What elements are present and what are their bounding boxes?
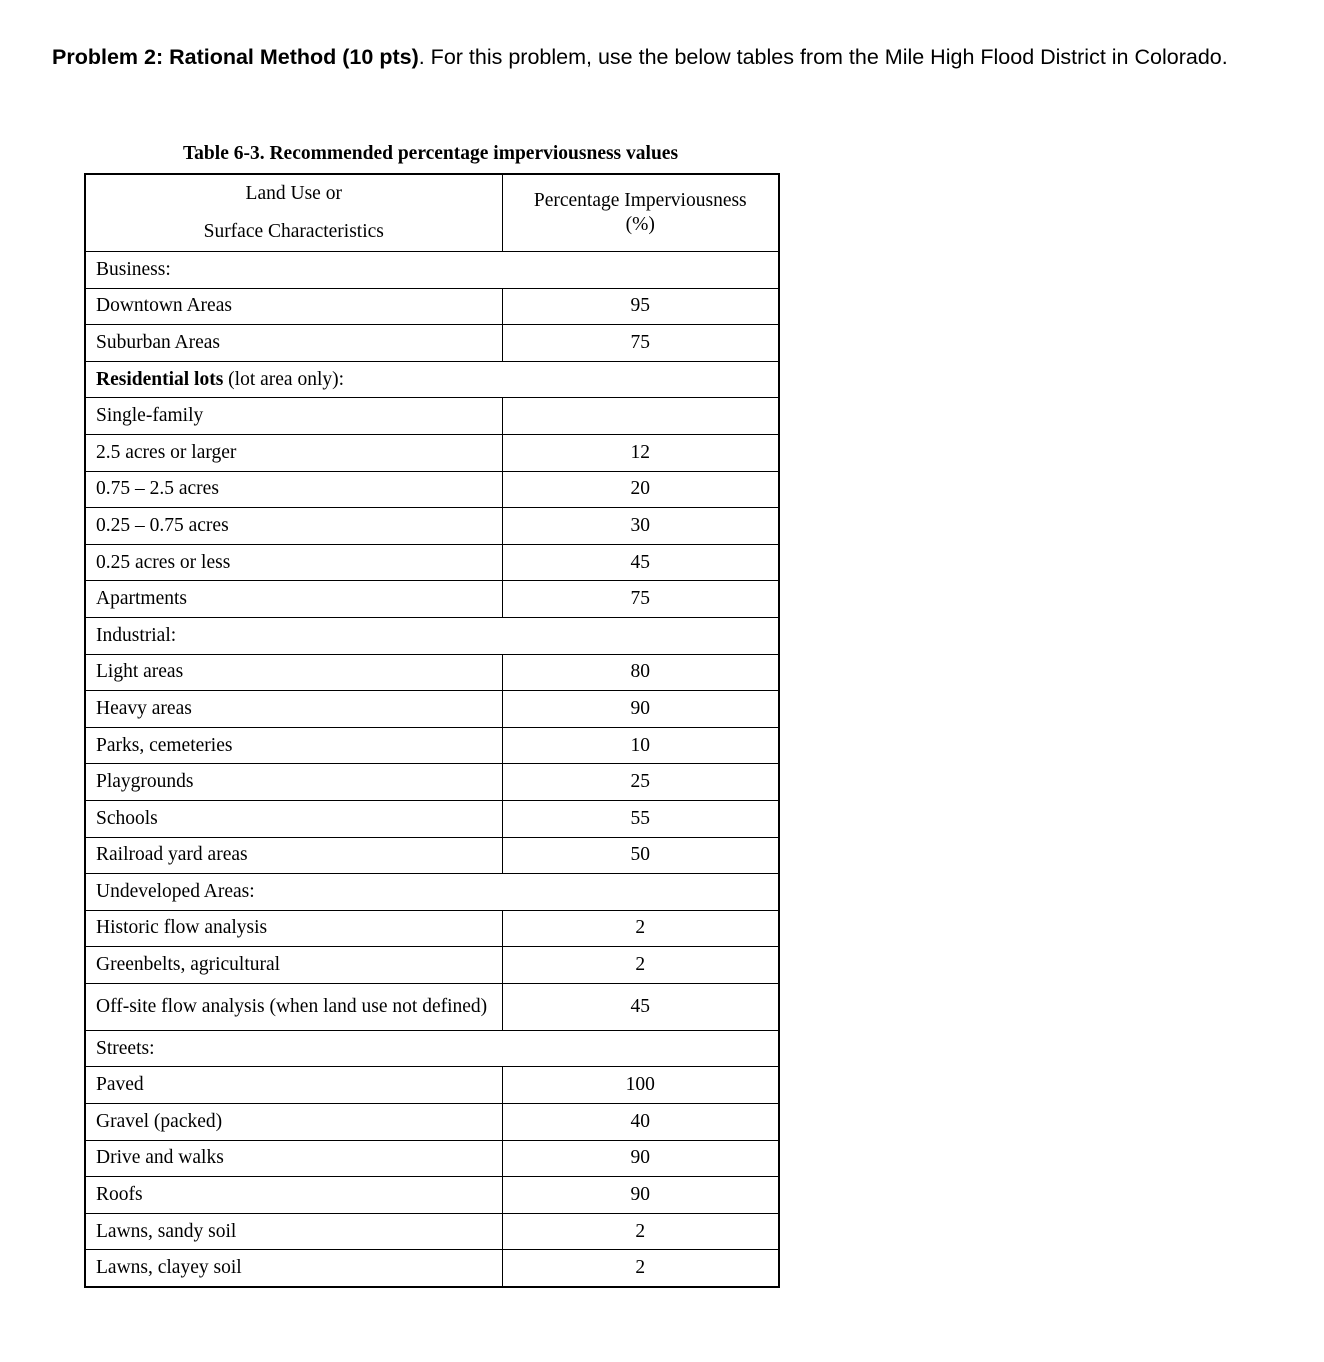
table-row <box>85 764 779 801</box>
table-row <box>85 1213 779 1250</box>
table-row <box>85 910 779 947</box>
table-row <box>85 654 779 691</box>
table-row <box>85 581 779 618</box>
imperviousness-cell: 2 <box>502 947 779 984</box>
table-row-undeveloped <box>85 874 779 911</box>
problem-heading: Problem 2: Rational Method (10 pts) <box>52 45 419 69</box>
category-label: Business: <box>85 252 779 289</box>
table-row <box>85 471 779 508</box>
imperviousness-cell: 45 <box>502 544 779 581</box>
header-land-use-line1: Land Use or <box>245 183 342 204</box>
land-use-cell: 2.5 acres or larger <box>85 434 502 471</box>
land-use-cell: Parks, cemeteries <box>85 727 502 764</box>
table-row <box>85 727 779 764</box>
imperviousness-cell: 100 <box>502 1067 779 1104</box>
table-row <box>85 325 779 362</box>
land-use-cell: 0.25 acres or less <box>85 544 502 581</box>
imperviousness-cell: 30 <box>502 508 779 545</box>
land-use-cell: Off-site flow analysis (when land use not defined) <box>85 983 502 1030</box>
table-row <box>85 1104 779 1141</box>
land-use-cell: 0.75 – 2.5 acres <box>85 471 502 508</box>
table-row-streets <box>85 1030 779 1067</box>
imperviousness-cell: 90 <box>502 1140 779 1177</box>
category-label: Streets: <box>85 1030 779 1067</box>
imperviousness-cell: 2 <box>502 910 779 947</box>
category-label-suffix: (lot area only): <box>223 368 345 390</box>
imperviousness-cell: 20 <box>502 471 779 508</box>
imperviousness-cell: 90 <box>502 691 779 728</box>
land-use-cell: Heavy areas <box>85 691 502 728</box>
category-label: Undeveloped Areas: <box>85 874 779 911</box>
problem-text: . For this problem, use the below tables from the Mile High Flood District in Colorado. <box>418 45 1228 69</box>
imperviousness-cell: 75 <box>502 581 779 618</box>
table-row <box>85 1177 779 1214</box>
table-row <box>85 947 779 984</box>
land-use-cell: Lawns, clayey soil <box>85 1250 502 1287</box>
land-use-cell: Playgrounds <box>85 764 502 801</box>
land-use-cell: Schools <box>85 800 502 837</box>
table-row <box>85 837 779 874</box>
category-label-bold: Residential lots <box>96 368 224 390</box>
land-use-cell: Drive and walks <box>85 1140 502 1177</box>
table-row <box>85 508 779 545</box>
table-row <box>85 1250 779 1287</box>
imperviousness-cell <box>502 398 779 435</box>
imperviousness-cell: 2 <box>502 1213 779 1250</box>
table-row <box>85 691 779 728</box>
imperviousness-cell: 2 <box>502 1250 779 1287</box>
category-label <box>85 361 779 398</box>
imperviousness-cell: 45 <box>502 983 779 1030</box>
table-row <box>85 800 779 837</box>
land-use-cell: Apartments <box>85 581 502 618</box>
table-row <box>85 1140 779 1177</box>
table-row <box>85 398 779 435</box>
imperviousness-cell: 95 <box>502 288 779 325</box>
imperviousness-cell: 12 <box>502 434 779 471</box>
table-row-residential <box>85 361 779 398</box>
land-use-cell: Downtown Areas <box>85 288 502 325</box>
imperviousness-cell: 10 <box>502 727 779 764</box>
header-imperviousness-line1: Percentage Imperviousness <box>533 190 747 211</box>
land-use-cell: Railroad yard areas <box>85 837 502 874</box>
header-imperviousness-line2: (%) <box>625 214 655 235</box>
header-land-use-line2: Surface Characteristics <box>203 221 384 242</box>
imperviousness-cell: 75 <box>502 325 779 362</box>
table-row <box>85 1067 779 1104</box>
land-use-cell: Suburban Areas <box>85 325 502 362</box>
table-header-row <box>85 174 779 252</box>
land-use-cell: Greenbelts, agricultural <box>85 947 502 984</box>
land-use-cell: Light areas <box>85 654 502 691</box>
table-row <box>85 288 779 325</box>
land-use-cell: 0.25 – 0.75 acres <box>85 508 502 545</box>
table-row <box>85 544 779 581</box>
land-use-cell: Lawns, sandy soil <box>85 1213 502 1250</box>
table-row-industrial <box>85 617 779 654</box>
imperviousness-cell: 55 <box>502 800 779 837</box>
imperviousness-cell: 50 <box>502 837 779 874</box>
imperviousness-cell: 25 <box>502 764 779 801</box>
table-row <box>85 983 779 1030</box>
category-label: Industrial: <box>85 617 779 654</box>
table-row <box>85 434 779 471</box>
problem-statement <box>52 42 1252 73</box>
land-use-cell: Single-family <box>85 398 502 435</box>
land-use-cell: Paved <box>85 1067 502 1104</box>
land-use-cell: Roofs <box>85 1177 502 1214</box>
header-imperviousness <box>502 174 779 252</box>
imperviousness-table <box>84 173 780 1288</box>
imperviousness-cell: 40 <box>502 1104 779 1141</box>
land-use-cell: Historic flow analysis <box>85 910 502 947</box>
land-use-cell: Gravel (packed) <box>85 1104 502 1141</box>
imperviousness-cell: 80 <box>502 654 779 691</box>
imperviousness-cell: 90 <box>502 1177 779 1214</box>
header-land-use <box>85 174 502 252</box>
table-row-business <box>85 252 779 289</box>
table-caption: Table 6-3. Recommended percentage imperviousness values <box>182 143 679 164</box>
